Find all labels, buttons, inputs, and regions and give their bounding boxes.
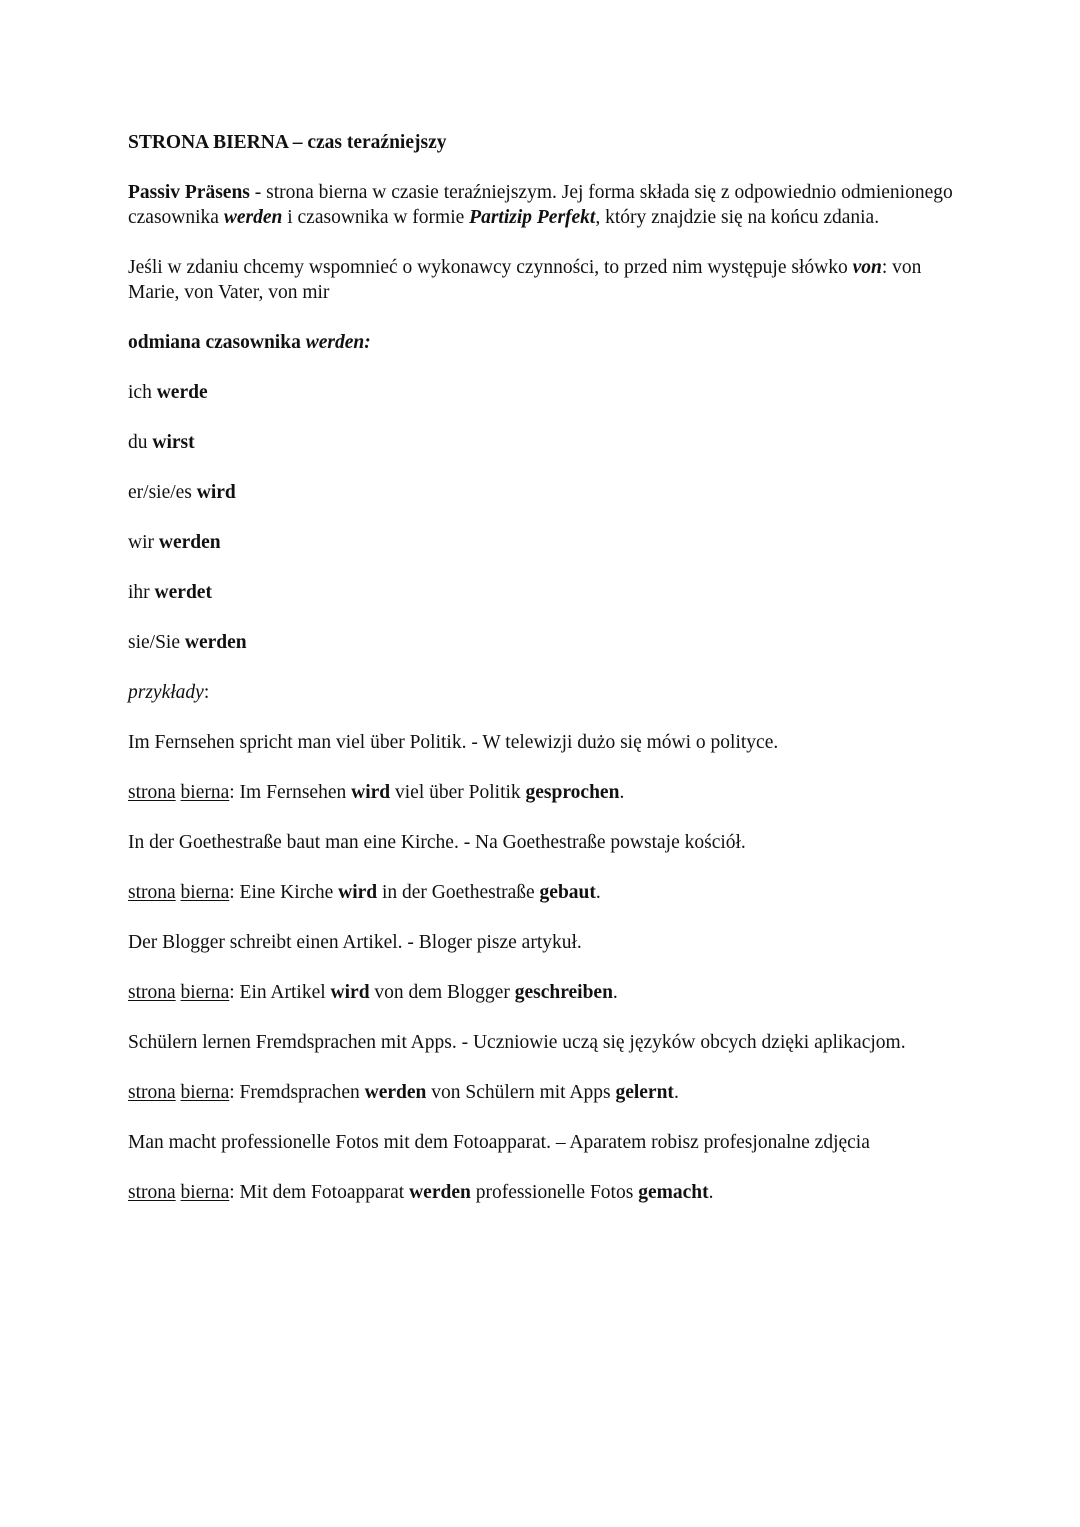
term-werden: werden [223,207,283,228]
pronoun: du [128,432,153,453]
passive-auxiliary: werden [409,1182,471,1203]
passive-text-2: von dem Blogger [369,982,515,1003]
von-text-2: : von Marie, von Vater, von mir [128,257,922,303]
conjugation-row [128,530,960,555]
passive-text-2: viel über Politik [390,782,526,803]
passive-label-word-1: strona [128,982,176,1003]
passive-auxiliary: wird [338,882,378,903]
pronoun: sie/Sie [128,632,185,653]
example-passive-sentence [128,980,960,1005]
passive-label-word-2: bierna [180,782,230,803]
term-passiv-prasens: Passiv Präsens [128,182,250,203]
conjugation-row [128,580,960,605]
examples-label: przykłady [128,682,204,703]
title-rest: – czas teraźniejszy [287,132,447,153]
pronoun: ich [128,382,157,403]
verb-form: werden [184,632,247,653]
von-text-1: Jeśli w zdaniu chcemy wspomnieć o wykonawcy czynności, to przed nim występuje słówko [128,257,853,278]
passive-label-word-2: bierna [180,982,230,1003]
example-active-sentence: Im Fernsehen spricht man viel über Politik. - W telewizji dużo się mówi o polityce. [128,732,779,753]
conjugation-row [128,430,960,455]
intro-text-2: i czasownika w formie [282,207,470,228]
passive-label-word-2: bierna [180,1182,230,1203]
von-paragraph [128,255,960,305]
passive-label-word-1: strona [128,782,176,803]
conjugation-heading-werden: werden: [305,332,371,353]
passive-participle: geschreiben [514,982,613,1003]
term-von: von [852,257,882,278]
example-active-sentence: Der Blogger schreibt einen Artikel. - Bloger pisze artykuł. [128,932,582,953]
conjugation-row [128,480,960,505]
example-active-sentence: Schülern lernen Fremdsprachen mit Apps. - Uczniowie uczą się języków obcych dzięki aplikacjom. [128,1032,906,1053]
passive-participle: gesprochen [525,782,620,803]
passive-text-1: : Mit dem Fotoapparat [229,1182,410,1203]
passive-text-1: : Im Fernsehen [229,782,352,803]
examples-colon: : [203,682,210,703]
passive-text-2: in der Goethestraße [377,882,540,903]
passive-text-1: : Fremdsprachen [229,1082,365,1103]
verb-form: werden [158,532,221,553]
conjugation-heading [128,330,960,355]
example-passive-sentence [128,780,960,805]
passive-label-word-1: strona [128,882,176,903]
verb-form: werdet [154,582,212,603]
verb-form: werde [156,382,208,403]
examples-heading [128,680,960,705]
passive-text-3: . [612,982,618,1003]
verb-form: wird [196,482,236,503]
passive-participle: gemacht [638,1182,709,1203]
intro-text-1: - strona bierna w czasie teraźniejszym. Jej forma składa się z odpowiednio odmienionego czasownika [128,182,953,228]
intro-paragraph [128,180,960,230]
passive-participle: gelernt [615,1082,674,1103]
passive-label-word-2: bierna [180,882,230,903]
term-partizip-perfekt: Partizip Perfekt [469,207,596,228]
passive-text-2: professionelle Fotos [470,1182,639,1203]
passive-text-3: . [595,882,601,903]
example-active-sentence: In der Goethestraße baut man eine Kirche. - Na Goethestraße powstaje kościół. [128,832,746,853]
intro-text-3: , który znajdzie się na końcu zdania. [595,207,880,228]
passive-label-word-2: bierna [180,1082,230,1103]
passive-auxiliary: werden [364,1082,427,1103]
pronoun: er/sie/es [128,482,197,503]
passive-text-3: . [619,782,625,803]
pronoun: ihr [128,582,155,603]
passive-text-3: . [673,1082,679,1103]
example-passive-sentence [128,1180,960,1205]
page-title [128,130,960,155]
conjugation-row [128,380,960,405]
conjugation-heading-text: odmiana czasownika [128,332,306,353]
passive-text-1: : Ein Artikel [229,982,331,1003]
passive-auxiliary: wird [351,782,391,803]
passive-text-3: . [708,1182,714,1203]
example-passive-sentence [128,880,960,905]
conjugation-row [128,630,960,655]
verb-form: wirst [152,432,195,453]
passive-text-1: : Eine Kirche [229,882,339,903]
title-main: STRONA BIERNA [128,132,288,153]
pronoun: wir [128,532,159,553]
passive-label-word-1: strona [128,1082,176,1103]
example-active-sentence: Man macht professionelle Fotos mit dem Fotoapparat. – Aparatem robisz profesjonalne zdjęcia [128,1132,870,1153]
passive-participle: gebaut [539,882,596,903]
passive-label-word-1: strona [128,1182,176,1203]
passive-auxiliary: wird [330,982,370,1003]
passive-text-2: von Schülern mit Apps [426,1082,616,1103]
example-passive-sentence [128,1080,960,1105]
